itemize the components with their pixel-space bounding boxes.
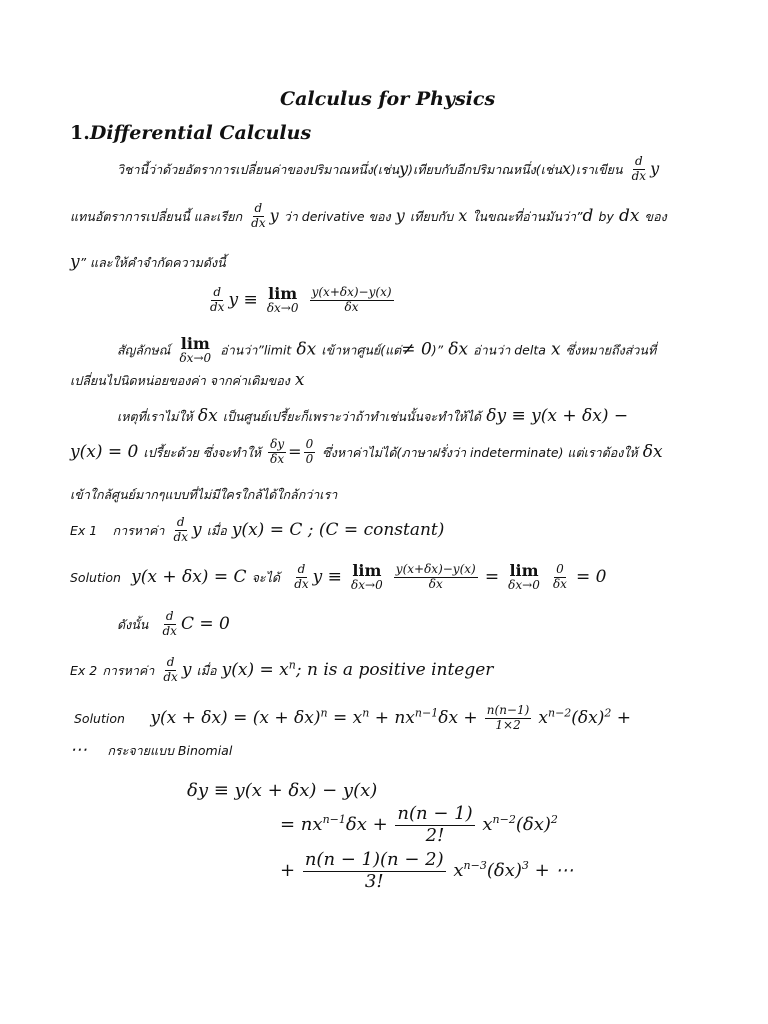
zero-over-dx: $\frac{0}{\delta x}$ [552,562,567,591]
example-label: Ex 2 [70,662,98,678]
text: เมื่อ [196,662,217,678]
d-over-dx: $\frac{d}{dx}$ [173,515,188,544]
math: y ≡ [312,566,342,587]
d-over-dx: $\frac{d}{dx}$ [294,562,309,591]
text: เมื่อ [206,522,227,538]
text: ในขณะที่อ่านมันว่า” [472,208,583,224]
derivation-line-3 [280,850,573,892]
intro-line-3 [70,252,226,272]
section-number: 1. [70,122,90,144]
limit-explanation-line [117,336,656,364]
math: y [650,158,660,178]
limit-operator: lim δx→0 [508,561,540,593]
math: y [70,252,80,272]
text: )” [431,342,444,358]
math: $x^{n-2}(\delta x)^2$ + [538,706,632,728]
text: ซึ่งหาค่าไม่ได้(ภาษาฝรั่งว่า indeterminate) แต่เราต้องให้ [322,444,638,460]
limit-operator: lim δx→0 [179,334,212,365]
derivation-line-2 [280,804,558,846]
text: ของ [644,208,667,224]
text: เทียบกับ [409,208,454,224]
text: สัญลักษณ์ [117,342,171,358]
third-order-coefficient: $\frac{n(n - 1)(n - 2)}{3!}$ [304,849,444,892]
math: = [484,566,500,587]
reason-line-3 [70,484,337,503]
math: δx [197,406,218,426]
text: เข้าหาศูนย์(แต่ [321,342,402,358]
math: = 0 [576,566,607,587]
therefore-line [117,610,230,639]
d-over-dx: $\frac{d}{dx}$ [162,609,177,638]
text: อ่านว่า”limit [220,342,292,358]
math: δy ≡ y(x + δx) − y(x) [187,780,378,801]
math: y(x) = 0 [70,441,139,462]
text: เปลี่ยนไปนิดหน่อยของค่า จากค่าเดิมของ [70,373,290,388]
math: $x^{n-3}(\delta x)^3$ + ⋯ [453,859,574,882]
binomial-coefficient: $\frac{n(n-1)}{1\times 2}$ [486,703,530,732]
text: ซึ่งหมายถึงส่วนที่ [565,342,657,358]
derivative-fraction: $\frac{d}{dx}$ [631,154,647,183]
math: y [192,519,202,540]
derivation-line-1 [187,780,377,802]
solution-label: Solution [70,569,121,585]
example-2 [70,656,493,685]
text: ว่า derivative ของ [283,208,391,224]
intro-line-2 [70,202,667,231]
math: C = 0 [180,613,230,634]
text: อ่านว่า delta [473,342,546,358]
math: y [181,659,192,680]
math: y [395,205,405,225]
derivative-definition [206,286,396,315]
text: วิชานี้ว่าด้วยอัตราการเปลี่ยนค่าของปริมาณหนึ่ง(เช่น [117,161,400,177]
math: ≠ 0 [401,339,432,360]
text: ” และให้คำจำกัดความดังนี้ [79,255,226,270]
math: δx [642,441,663,462]
text: เป็นศูนย์เปรี้ยะก็เพราะว่าถ้าทำเช่นนั้นจะทำให้ได้ [222,409,482,424]
text: by [598,208,614,224]
page-title: Calculus for Physics [280,88,496,110]
math: δy ≡ y(x + δx) − [486,406,629,426]
math: x [550,339,561,360]
math: x [294,370,305,390]
math: y [269,205,279,225]
second-order-coefficient: $\frac{n(n - 1)}{2!}$ [397,803,473,846]
reason-line-2 [70,438,663,467]
math: y(x + δx) = C [131,566,247,587]
text: ดังนั้น [117,616,149,632]
binomial-expansion: $y(x + \delta x) = (x + \delta x)^n = x^n + nx^{n-1}\delta x$ + [150,706,478,728]
binomial-note [70,740,232,760]
solution-2 [74,704,631,733]
text: จะได้ [251,569,281,585]
text: )เทียบกับอีกปริมาณหนึ่ง(เช่น [408,161,562,177]
section-title: Differential Calculus [89,122,312,144]
zero-over-zero: $\frac{0}{0}$ [305,437,314,466]
math: dx [618,205,640,226]
text: การหาค่า [112,522,165,538]
example-1 [70,516,444,545]
intro-line-1 [117,155,659,184]
explanation-line-2 [70,370,305,390]
section-heading [70,122,311,145]
math: δx [296,339,317,360]
d-over-dx: $\frac{d}{dx}$ [210,285,225,314]
d-over-dx: $\frac{d}{dx}$ [163,655,178,684]
text: การหาค่า [102,662,155,678]
reason-line-1 [117,406,628,426]
difference-quotient: $\frac{y(x+\delta x)-y(x)}{\delta x}$ [311,285,392,314]
math: y [399,158,409,178]
math: y ≡ [228,289,258,310]
math: $y(x) = x^n$; n is a positive integer [221,658,494,680]
text: )เราเขียน [570,161,623,177]
math: d [582,205,594,226]
limit-operator: lim δx→0 [351,561,383,593]
text: เข้าใกล้ศูนย์มากๆแบบที่ไม่มีใครใกล้ได้ใกล้กว่าเรา [70,487,338,502]
math: x [458,205,468,225]
derivative-fraction: $\frac{d}{dx}$ [251,201,266,230]
math: y(x) = C ; (C = constant) [231,519,445,540]
math: = $nx^{n-1}\delta x$ + [280,813,388,836]
solution-label: Solution [74,710,125,726]
example-label: Ex 1 [70,522,98,538]
math: = [288,441,302,461]
ellipsis: ⋯ [70,740,87,760]
text: แทนอัตราการเปลี่ยนนี้ และเรียก [70,208,243,224]
math: $x^{n-2}(\delta x)^2$ [482,813,558,836]
limit-operator: lim δx→0 [266,284,299,316]
text: เหตุที่เราไม่ให้ [117,409,193,424]
dy-over-dx: $\frac{\delta y}{\delta x}$ [270,437,285,466]
math: δx [448,339,469,360]
math: + [280,860,296,882]
difference-quotient: $\frac{y(x+\delta x)-y(x)}{\delta x}$ [395,562,476,591]
text: เปรี้ยะด้วย ซึ่งจะทำให้ [143,444,262,460]
math: x [561,158,571,178]
text: กระจายแบบ Binomial [107,743,233,758]
solution-1 [70,563,607,592]
